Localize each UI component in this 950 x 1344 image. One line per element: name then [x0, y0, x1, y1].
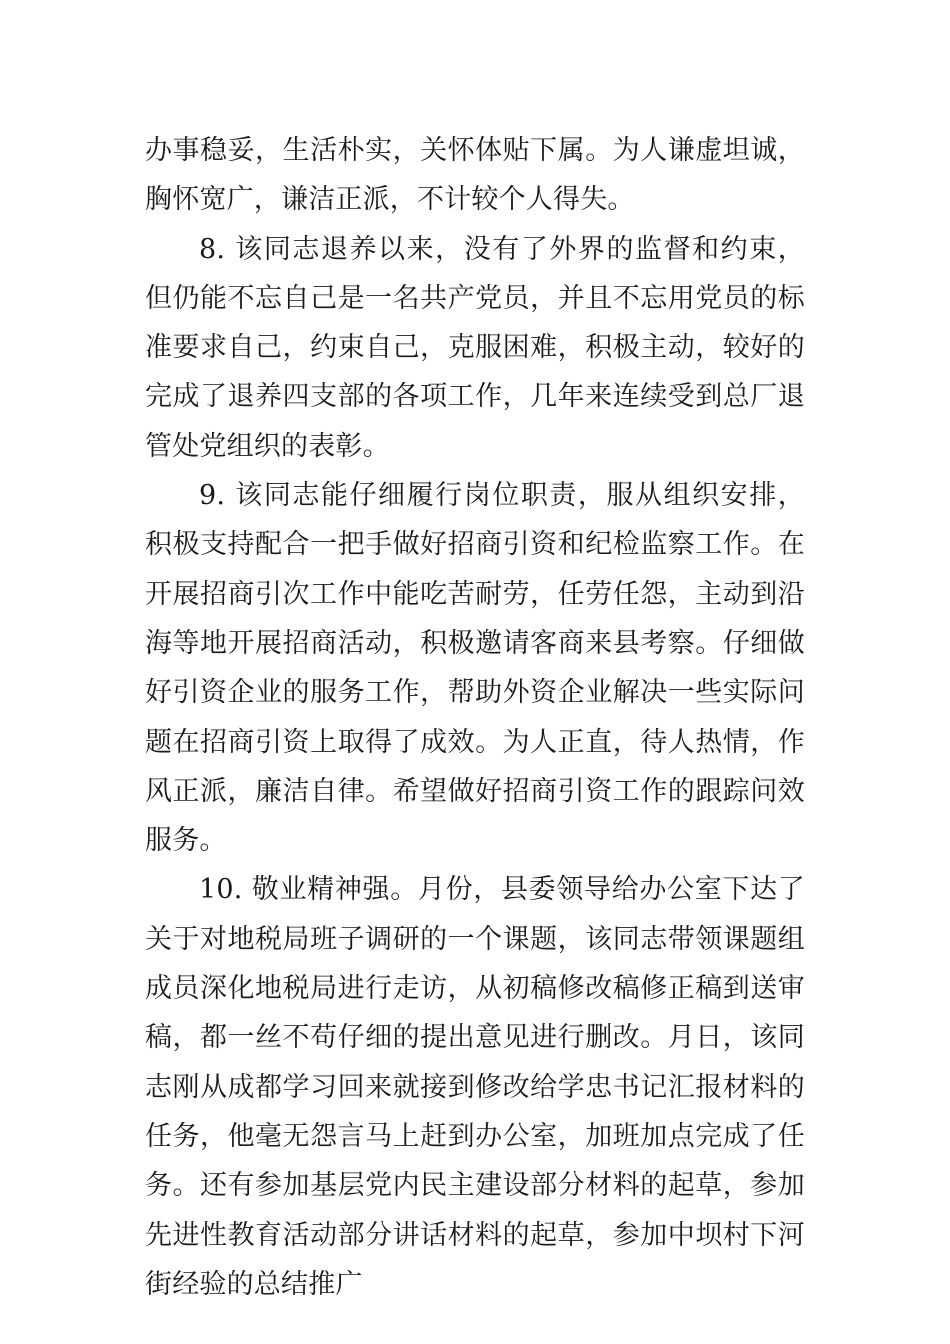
paragraph-8: 8. 该同志退养以来，没有了外界的监督和约束，但仍能不忘自己是一名共产党员，并且不忘用党员的标准要求自己，约束自己，克服困难，积极主动，较好的完成了退养四支部的各项工作，几年来连续受到总厂退管处党组织的表彰。 — [145, 233, 805, 462]
paragraph-7-continuation: 办事稳妥，生活朴实，关怀体贴下属。为人谦虚坦诚，胸怀宽广，谦洁正派，不计较个人得失。 — [145, 135, 805, 216]
paragraph-10: 10. 敬业精神强。月份，县委领导给办公室下达了关于对地税局班子调研的一个课题，该同志带领课题组成员深化地税局进行走访，从初稿修改稿修正稿到送审稿，都一丝不苟仔细的提出意见进行删改。月日，该同志刚从成都学习回来就接到修改给学忠书记汇报材料的任务，他毫无怨言马上赶到办公室，加班加点完成了任务。还有参加基层党内民主建设部分材料的起草，参加先进性教育活动部分讲话材料的起草，参加中坝村下河街经验的总结推广 — [145, 874, 805, 1300]
paragraph-9: 9. 该同志能仔细履行岗位职责，服从组织安排，积极支持配合一把手做好招商引资和纪检监察工作。在开展招商引次工作中能吃苦耐劳，任劳任怨，主动到沿海等地开展招商活动，积极邀请客商来县考察。仔细做好引资企业的服务工作，帮助外资企业解决一些实际问题在招商引资上取得了成效。为人正直，待人热情，作风正派，廉洁自律。希望做好招商引资工作的跟踪问效服务。 — [145, 480, 805, 857]
document-body — [145, 126, 805, 1309]
